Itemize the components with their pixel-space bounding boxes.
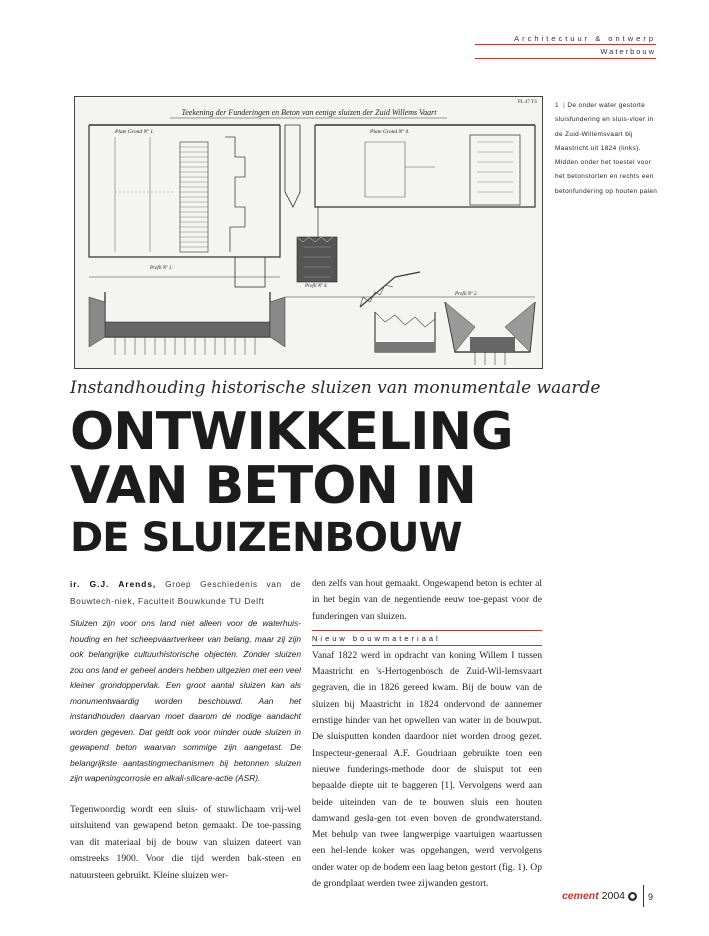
article-title-line-1: ONTWIKKELING bbox=[70, 402, 513, 462]
concrete-pouring-apparatus bbox=[285, 125, 420, 307]
drawing-plate-label: PL.47 TS bbox=[517, 100, 537, 105]
magazine-year: 2004 bbox=[601, 890, 625, 902]
author-affiliation: Groep Geschiedenis van de Bouwtech-niek, Faculteit Bouwkunde TU Delft bbox=[70, 579, 301, 606]
footer-divider bbox=[643, 885, 644, 907]
drawing-title: Teekening der Funderingen en Beton van eenige sluizen der Zuid Willems Vaart bbox=[181, 108, 437, 117]
magazine-brand: cement bbox=[561, 890, 599, 902]
column-left bbox=[70, 576, 301, 884]
plan-view-left bbox=[89, 125, 280, 257]
page-number: 9 bbox=[648, 892, 654, 902]
section-body: Vanaf 1822 werd in opdracht van koning Willem I tussen Maastricht en 's-Hertogenbosch de Zuid-Wil-lemsvaart gegraven, die in 1826 gereed kwam. Bij de bouw van de sluizen bij Maastricht in 1824 ondervond de aannemer ernstige hinder van het opwellen van water in de bouwput. De sluisputten konden daardoor niet worden droog gezet. Inspecteur-generaal A.F. Goudriaan gebruikte toen een nieuwe funderings-methode door de sluisput tot een bepaalde diepte uit te baggeren [1]. Vervolgens werd aan beide uiteinden van de te bouwen sluis een houten damwand gesla-gen tot even boven de grondwaterstand. Met behulp van twee langwerpige vaartuigen waartussen een hel-lende koker was opgehangen, werd vervolgens onder water op de bodem een laag beton gestort (fig. 1). Op de grondplaat werden twee zijwanden gestort. bbox=[312, 649, 542, 890]
plan-view-right bbox=[315, 125, 535, 207]
subsection-header: Waterbouw bbox=[600, 47, 656, 56]
label-plan-1: Plate Grond Nº 1. bbox=[115, 129, 155, 135]
article-title-line-2: VAN BETON IN bbox=[70, 456, 476, 516]
caption-text: De onder water gestorte sluisfundering en sluis-vloer in de Zuid-Willemsvaart bij Maastricht uit 1824 (links). Midden onder het toestel voor het betonstorten en rechts een betonfundering op houten palen bbox=[555, 102, 658, 195]
section-rule-bottom bbox=[312, 645, 542, 646]
intro-paragraph: Tegenwoordig wordt een sluis- of stuwlichaam vrij-wel uitsluitend van gewapend beton gemaakt. De toe-passing van dit materiaal bij de bouw van sluizen dateert van omstreeks 1900. Voor die tijd werden bak-steen en natuursteen gebruikt. Kleine sluizen wer- bbox=[70, 803, 301, 881]
column-right bbox=[312, 576, 542, 892]
footer-brand-line bbox=[562, 890, 625, 902]
section-header: Architectuur & ontwerp bbox=[514, 34, 656, 43]
abstract: Sluizen zijn voor ons land niet alleen voor de waterhuis-houding en het scheepvaartverkeer van belang, maar zij zijn ook belangrijke cultuurhistorische objecten. Zonder sluizen zou ons land er geheel anders hebben uitgezien met een veel kleiner grondoppervlak. Een groot aantal sluizen kan als monumentwaardig worden beschouwd. Aan het instandhouden daarvan moet daarom de nodige aandacht worden gegeven. Dat geldt ook voor minder oude sluizen in gewapend beton waarvan sommige zijn aangetast. De belangrijkste aantastingmechanismen bij betonnen sluizen zijn wapeningcorrosie en alkali-silicare-actie (ASR). bbox=[70, 618, 301, 783]
label-profile-1: Profil Nº 1. bbox=[150, 266, 173, 271]
section-heading: Nieuw bouwmateriaal bbox=[312, 633, 441, 643]
section-profile-right bbox=[445, 291, 535, 365]
author-name: ir. G.J. Arends, bbox=[70, 579, 157, 589]
continuation-paragraph: den zelfs van hout gemaakt. Ongewapend beton is echter al in het begin van de negentiende eeuw toe-gepast voor de funderingen van sluizen. bbox=[312, 578, 542, 622]
sluice-drawing-svg bbox=[75, 97, 542, 368]
header-rule-bottom bbox=[475, 58, 656, 59]
label-profile-4: Profil Nº 4. bbox=[305, 284, 328, 289]
magazine-logo-icon: ● bbox=[629, 893, 636, 900]
author-line bbox=[70, 576, 301, 609]
section-profile-left bbox=[89, 257, 285, 355]
header-rule-top bbox=[475, 44, 656, 45]
label-profile-2: Profil Nº 2. bbox=[455, 292, 478, 297]
figure-caption: 1 | De onder water gestorte sluisfundering en sluis-vloer in de Zuid-Willemsvaart bij Maastricht uit 1824 (links). Midden onder het toestel voor het betonstorten en rechts een betonfundering op houten palen bbox=[555, 102, 658, 195]
figure-sluice-drawing bbox=[74, 96, 543, 369]
article-title-line-3: DE SLUIZENBOUW bbox=[70, 515, 462, 561]
caption-number: 1 bbox=[555, 102, 559, 109]
article-subtitle: Instandhouding historische sluizen van monumentale waarde bbox=[70, 378, 601, 398]
label-plan-4: Plate Grond Nº 4. bbox=[370, 129, 410, 135]
